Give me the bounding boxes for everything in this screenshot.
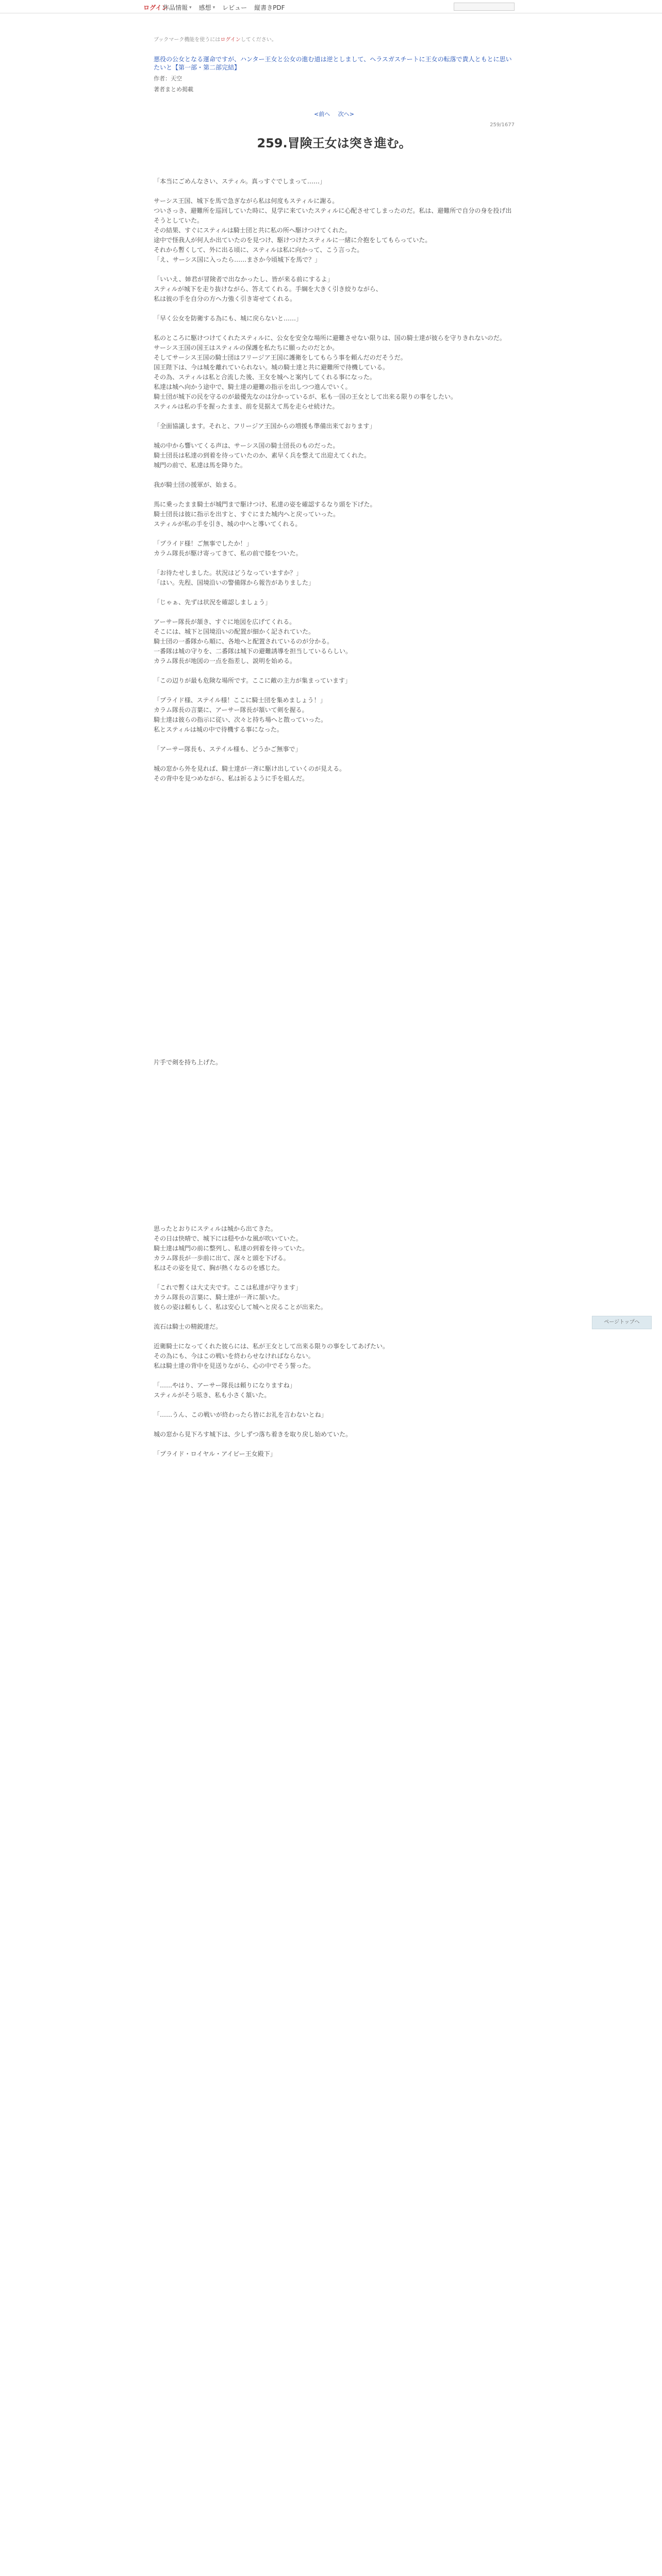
top-navigation xyxy=(0,0,662,13)
paragraph: 「プライド様、ステイル様！ここに騎士団を集めましょう！」 xyxy=(154,697,326,704)
paragraph: 私達は城へ向かう途中で、騎士達の避難の指示を出しつつ進んでいく。 xyxy=(154,383,352,391)
paragraph xyxy=(154,1019,515,1028)
paragraph: カラム隊長の言葉に、騎士達が一斉に頷いた。 xyxy=(154,1294,284,1301)
series-title-link[interactable]: 悪役の公女となる運命ですが、ハンター王女と公女の進む道は逆としまして、ヘラスガスチートに王女の転落で貴人ともとに思いたいと【第一部・第二部完結】 xyxy=(154,56,512,71)
paragraph: 「早く公女を防衛する為にも、城に戻らないと……」 xyxy=(154,315,303,322)
paragraph xyxy=(154,1097,515,1107)
paragraph xyxy=(154,1087,515,1097)
paragraph: その背中を見つめながら、私は祈るように手を組んだ。 xyxy=(154,775,309,782)
paragraph xyxy=(154,490,515,500)
paragraph: 私は騎士達の背中を見送りながら、心の中でそう誓った。 xyxy=(154,1362,315,1369)
paragraph xyxy=(154,1420,515,1430)
paragraph xyxy=(154,324,515,333)
paragraph: 「アーサー隊長も、ステイル様も、どうかご無事で」 xyxy=(154,745,302,753)
paragraph: サーシス王国の国王はスティルの保護を私たちに願ったのだとか。 xyxy=(154,344,339,351)
paragraph xyxy=(154,1439,515,1449)
paragraph xyxy=(154,1146,515,1156)
nav-item-vertical-pdf[interactable]: 縦書きPDF xyxy=(254,4,285,11)
paragraph xyxy=(154,970,515,979)
chevron-down-icon: ▾ xyxy=(189,5,192,10)
paragraph xyxy=(154,901,515,911)
paragraph xyxy=(154,558,515,568)
paragraph xyxy=(154,265,515,275)
paragraph xyxy=(154,1214,515,1224)
paragraph: 騎士団長は彼に指示を出すと、すぐにまた城内へと戻っていった。 xyxy=(154,511,340,518)
author-name[interactable]: 作者：天空 xyxy=(154,75,182,82)
paragraph: 私はその姿を見て、胸が熱くなるのを感じた。 xyxy=(154,1264,284,1272)
paragraph xyxy=(154,921,515,930)
paragraph xyxy=(154,882,515,891)
prev-link[interactable]: <前へ xyxy=(314,111,330,117)
paragraph xyxy=(154,1048,515,1058)
paragraph xyxy=(154,1077,515,1087)
paragraph xyxy=(154,529,515,539)
episode-title: 259.冒険王女は突き進む。 xyxy=(257,136,411,150)
paragraph: 「お待たせしました。状況はどうなっていますか？」 xyxy=(154,569,303,577)
paragraph xyxy=(154,1205,515,1214)
paragraph: スティルがそう呟き、私も小さく頷いた。 xyxy=(154,1392,271,1399)
episode-number: 259/1677 xyxy=(490,122,515,128)
paragraph xyxy=(154,412,515,421)
paragraph: 城の中から響いてくる声は、サーシス国の騎士団長のものだった。 xyxy=(154,442,339,449)
paragraph xyxy=(154,803,515,813)
paragraph: 途中で怪我人が何人か出ていたのを見つけ、駆けつけたスティルに一緒に介抱をしてもらっていた。 xyxy=(154,236,432,244)
paragraph: 「プライド様！ご無事でしたか！」 xyxy=(154,540,253,547)
login-link[interactable]: ログイン xyxy=(143,4,168,11)
paragraph xyxy=(154,1185,515,1195)
paragraph: サーシス王国、城下を馬で急ぎながら私は何度もスティルに謝る。 xyxy=(154,197,339,205)
next-link[interactable]: 次へ> xyxy=(338,111,354,117)
paragraph: 「本当にごめんなさい、スティル。真っすぐでしまって……」 xyxy=(154,178,326,185)
paragraph: 片手で剣を持ち上げた。 xyxy=(154,1059,222,1066)
paragraph: 国王陛下は、今は城を離れていられない。城の騎士達と共に避難所で待機している。 xyxy=(154,364,389,371)
paragraph: 我が騎士団の援軍が、始まる。 xyxy=(154,481,241,488)
paragraph xyxy=(154,911,515,921)
paragraph: その結果、すぐにスティルは騎士団と共に私の所へ駆けつけてくれた。 xyxy=(154,227,351,234)
paragraph: 「じゃぁ、先ずは状況を確認しましょう」 xyxy=(154,599,272,606)
paragraph: 城の窓から見下ろす城下は、少しずつ落ち着きを取り戻し始めていた。 xyxy=(154,1431,352,1438)
paragraph xyxy=(154,960,515,970)
nav-item-work-info[interactable]: 作品情報 ▾ xyxy=(163,4,192,11)
paragraph xyxy=(154,999,515,1009)
paragraph xyxy=(154,1332,515,1342)
paragraph: 「はい。先程、国境沿いの警備隊から報告がありました」 xyxy=(154,579,315,586)
paragraph xyxy=(154,852,515,862)
paragraph xyxy=(154,1400,515,1410)
page-top-button[interactable]: ページトップへ xyxy=(592,1316,652,1329)
paragraph: スティルが城下を走り抜けながら、答えてくれる。手綱を大きく引き絞りながら、 xyxy=(154,285,382,293)
paragraph xyxy=(154,784,515,793)
paragraph: 城の窓から外を見れば、騎士達が一斉に駆け出していくのが見える。 xyxy=(154,765,346,772)
paragraph xyxy=(154,470,515,480)
paragraph xyxy=(154,1136,515,1146)
paragraph: 近衛騎士になってくれた彼らには、私が王女として出来る限りの事をしてあげたい。 xyxy=(154,1343,389,1350)
paragraph: そこには、城下と国境沿いの配置が細かく記されていた。 xyxy=(154,628,315,635)
paragraph xyxy=(154,754,515,764)
paragraph: 「……やはり、アーサー隊長は頼りになりますね」 xyxy=(154,1382,296,1389)
paragraph xyxy=(154,842,515,852)
paragraph: アーサー隊長が頷き、すぐに地図を広げてくれる。 xyxy=(154,618,296,625)
paragraph xyxy=(154,686,515,696)
paragraph: 騎士団が城下の民を守るのが最優先なのは分かっているが、私も一国の王女として出来る限りの事をしたい。 xyxy=(154,393,457,400)
paragraph xyxy=(154,989,515,999)
paragraph: 城門の前で、私達は馬を降りた。 xyxy=(154,462,246,469)
paragraph xyxy=(154,187,515,196)
paragraph xyxy=(154,813,515,823)
paragraph: 「プライド・ロイヤル・アイビー王女殿下」 xyxy=(154,1450,276,1458)
chevron-down-icon: ▾ xyxy=(212,5,216,10)
paragraph: 私とスティルは城の中で待機する事になった。 xyxy=(154,726,283,733)
paragraph: 「え、サーシス国に入ったら……まさか今頃城下を馬で？」 xyxy=(154,256,321,263)
paragraph: 騎士団長は私達の到着を待っていたのか、素早く兵を整えて出迎えてくれた。 xyxy=(154,452,371,459)
paragraph xyxy=(154,1126,515,1136)
paragraph: カラム隊長が一歩前に出て、深々と頭を下げる。 xyxy=(154,1255,290,1262)
nav-links xyxy=(163,3,285,12)
paragraph xyxy=(154,1195,515,1205)
paragraph xyxy=(154,891,515,901)
paragraph: その日は快晴で、城下には穏やかな風が吹いていた。 xyxy=(154,1235,302,1242)
paragraph: 私のところに駆けつけてくれたスティルに、公女を安全な場所に避難させない限りは、国の騎士達が彼らを守りきれないのだ。 xyxy=(154,334,506,342)
bookmark-login-link[interactable]: ログイン xyxy=(220,37,241,43)
paragraph: その為にも、今はこの戦いを終わらせなければならない。 xyxy=(154,1352,315,1360)
novel-body xyxy=(154,177,515,1459)
paragraph: ついさっき、避難所を巡回していた時に、見学に来ていたスティルに心配させてしまったのだ。私は、避難所で自分の身を投げ出そうとしていた。 xyxy=(154,207,512,224)
paragraph xyxy=(154,1156,515,1165)
top-pager xyxy=(154,110,515,118)
paragraph: それから暫くして、外に出る頃に、スティルは私に向かって、こう言った。 xyxy=(154,246,363,253)
paragraph: カラム隊長が駆け寄ってきて、私の前で膝をついた。 xyxy=(154,550,302,557)
paragraph: スティルは私の手を握ったまま、前を見据えて馬を走らせ続けた。 xyxy=(154,403,339,410)
paragraph xyxy=(154,588,515,598)
paragraph: カラム隊長の言葉に、アーサー隊長が頷いて剣を握る。 xyxy=(154,706,308,714)
paragraph xyxy=(154,1371,515,1381)
bookmark-notice: ブックマーク機能を使うにはログインしてください。 xyxy=(154,37,277,43)
paragraph xyxy=(154,1116,515,1126)
nav-item-impressions[interactable]: 感想 ▾ xyxy=(198,4,216,11)
paragraph: 「この辺りが最も危険な場所です。ここに敵の主力が集まっています」 xyxy=(154,677,352,684)
paragraph: 彼らの姿は頼もしく、私は安心して城へと戻ることが出来た。 xyxy=(154,1303,327,1311)
paragraph xyxy=(154,1009,515,1019)
author-sub: 著者まとめ掲載 xyxy=(154,86,193,93)
paragraph xyxy=(154,930,515,940)
paragraph: 思ったとおりにスティルは城から出てきた。 xyxy=(154,1225,277,1232)
paragraph xyxy=(154,1165,515,1175)
paragraph xyxy=(154,1175,515,1185)
paragraph xyxy=(154,862,515,872)
paragraph xyxy=(154,1067,515,1077)
paragraph xyxy=(154,979,515,989)
paragraph: 一番隊は城の守りを、二番隊は城下の避難誘導を担当しているらしい。 xyxy=(154,648,352,655)
paragraph: 騎士達は彼らの指示に従い、次々と持ち場へと散っていった。 xyxy=(154,716,327,723)
paragraph xyxy=(154,872,515,882)
paragraph: 「いいえ、姉君が冒険者で出なかったし、皆が来る前にするよ」 xyxy=(154,276,334,283)
paragraph: 騎士達は城門の前に整列し、私達の到着を待っていた。 xyxy=(154,1245,309,1252)
paragraph xyxy=(154,1273,515,1283)
paragraph xyxy=(154,735,515,744)
paragraph xyxy=(154,823,515,833)
nav-item-reviews[interactable]: レビュー xyxy=(222,4,247,11)
paragraph xyxy=(154,607,515,617)
paragraph: 流石は騎士の精鋭達だ。 xyxy=(154,1323,222,1330)
paragraph xyxy=(154,833,515,842)
paragraph xyxy=(154,1028,515,1038)
paragraph xyxy=(154,1107,515,1116)
paragraph: 「全面協議します。それと、フリージア王国からの増援も準備出来ております」 xyxy=(154,422,376,430)
paragraph: 「……うん、この戦いが終わったら皆にお礼を言わないとね」 xyxy=(154,1411,327,1418)
paragraph: スティルが私の手を引き、城の中へと導いてくれる。 xyxy=(154,520,302,528)
paragraph: そしてサーシス王国の騎士団はフリージア王国に護衛をしてもらう事を頼んだのだそうだ。 xyxy=(154,354,407,361)
paragraph: 私は彼の手を自分の方へ力強く引き寄せてくれる。 xyxy=(154,295,296,302)
paragraph xyxy=(154,950,515,960)
paragraph xyxy=(154,793,515,803)
paragraph: 「これで暫くは大丈夫です。ここは私達が守ります」 xyxy=(154,1284,302,1291)
paragraph: 騎士団の一番隊から順に、各地へと配置されているのが分かる。 xyxy=(154,638,334,645)
main-content xyxy=(154,15,515,1459)
paragraph xyxy=(154,304,515,314)
paragraph xyxy=(154,1312,515,1322)
paragraph xyxy=(154,431,515,441)
paragraph: カラム隊長が地図の一点を指差し、説明を始める。 xyxy=(154,657,296,665)
paragraph: その為、スティルは私と合流した後、王女を城へと案内してくれる事になった。 xyxy=(154,374,376,381)
paragraph: 馬に乗ったまま騎士が城門まで駆けつけ、私達の姿を確認するなり頭を下げた。 xyxy=(154,501,376,508)
paragraph xyxy=(154,666,515,676)
search-input[interactable] xyxy=(454,3,515,11)
paragraph xyxy=(154,1038,515,1048)
paragraph xyxy=(154,940,515,950)
